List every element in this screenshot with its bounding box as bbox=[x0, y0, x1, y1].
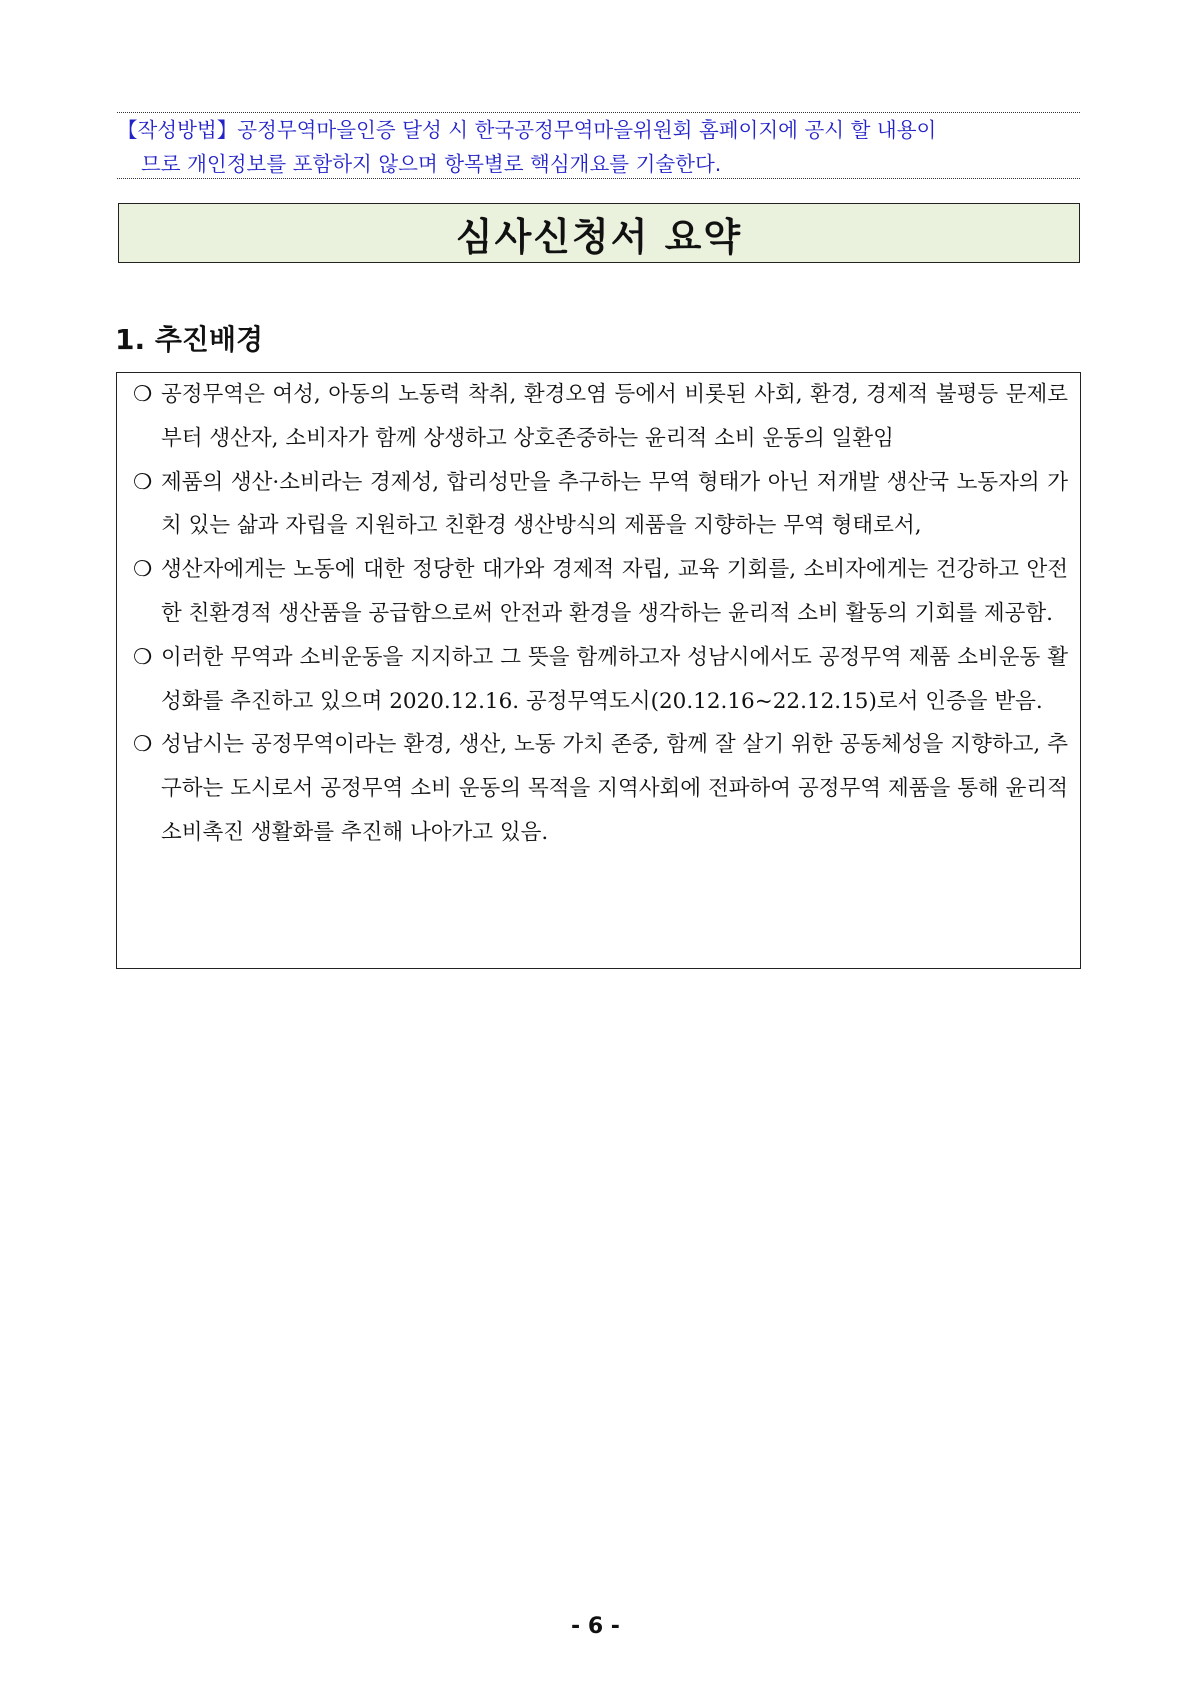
bullet-item bbox=[131, 548, 1068, 636]
background-content-box bbox=[116, 372, 1081, 969]
instruction-line-1: 【작성방법】공정무역마을인증 달성 시 한국공정무역마을위원회 홈페이지에 공시 할 내용이 bbox=[117, 118, 937, 142]
instruction-line-2: 므로 개인정보를 포함하지 않으며 항목별로 핵심개요를 기술한다. bbox=[141, 152, 722, 176]
bullet-item bbox=[131, 636, 1068, 724]
circle-bullet-icon: ❍ bbox=[133, 644, 153, 670]
bullet-item bbox=[131, 373, 1068, 461]
circle-bullet-icon: ❍ bbox=[133, 382, 153, 407]
section-heading: 1. 추진배경 bbox=[115, 323, 264, 356]
bullet-item bbox=[131, 723, 1068, 854]
circle-bullet-icon: ❍ bbox=[133, 557, 153, 583]
bullet-text: 공정무역은 여성, 아동의 노동력 착취, 환경오염 등에서 비롯된 사회, 환경, 경제적 불평등 문제로부터 생산자, 소비자가 함께 상생하고 상호존중하는 윤리적 소비 운동의 일환임 bbox=[161, 382, 1068, 451]
document-title-box bbox=[118, 203, 1080, 263]
writing-instruction-note bbox=[117, 112, 1080, 179]
bullet-text: 이러한 무역과 소비운동을 지지하고 그 뜻을 함께하고자 성남시에서도 공정무역 제품 소비운동 활성화를 추진하고 있으며 2020.12.16. 공정무역도시(20.12.16~22.12.15)로서 인증을 받음. bbox=[161, 644, 1068, 714]
bullet-text: 생산자에게는 노동에 대한 정당한 대가와 경제적 자립, 교육 기회를, 소비자에게는 건강하고 안전한 친환경적 생산품을 공급함으로써 안전과 환경을 생각하는 윤리적 소비 활동의 기회를 제공함. bbox=[161, 557, 1068, 626]
bullet-item bbox=[131, 461, 1068, 549]
page-number: - 6 - bbox=[571, 1614, 620, 1639]
circle-bullet-icon: ❍ bbox=[133, 469, 153, 495]
document-title: 심사신청서 요약 bbox=[455, 214, 743, 259]
bullet-text: 성남시는 공정무역이라는 환경, 생산, 노동 가치 존중, 함께 잘 살기 위한 공동체성을 지향하고, 추구하는 도시로서 공정무역 소비 운동의 목적을 지역사회에 전파하여 공정무역 제품을 통해 윤리적 소비촉진 생활화를 추진해 나아가고 있음. bbox=[161, 732, 1068, 845]
bullet-text: 제품의 생산·소비라는 경제성, 합리성만을 추구하는 무역 형태가 아닌 저개발 생산국 노동자의 가치 있는 삶과 자립을 지원하고 친환경 생산방식의 제품을 지향하는 무역 형태로서, bbox=[161, 469, 1068, 539]
circle-bullet-icon: ❍ bbox=[133, 732, 153, 758]
